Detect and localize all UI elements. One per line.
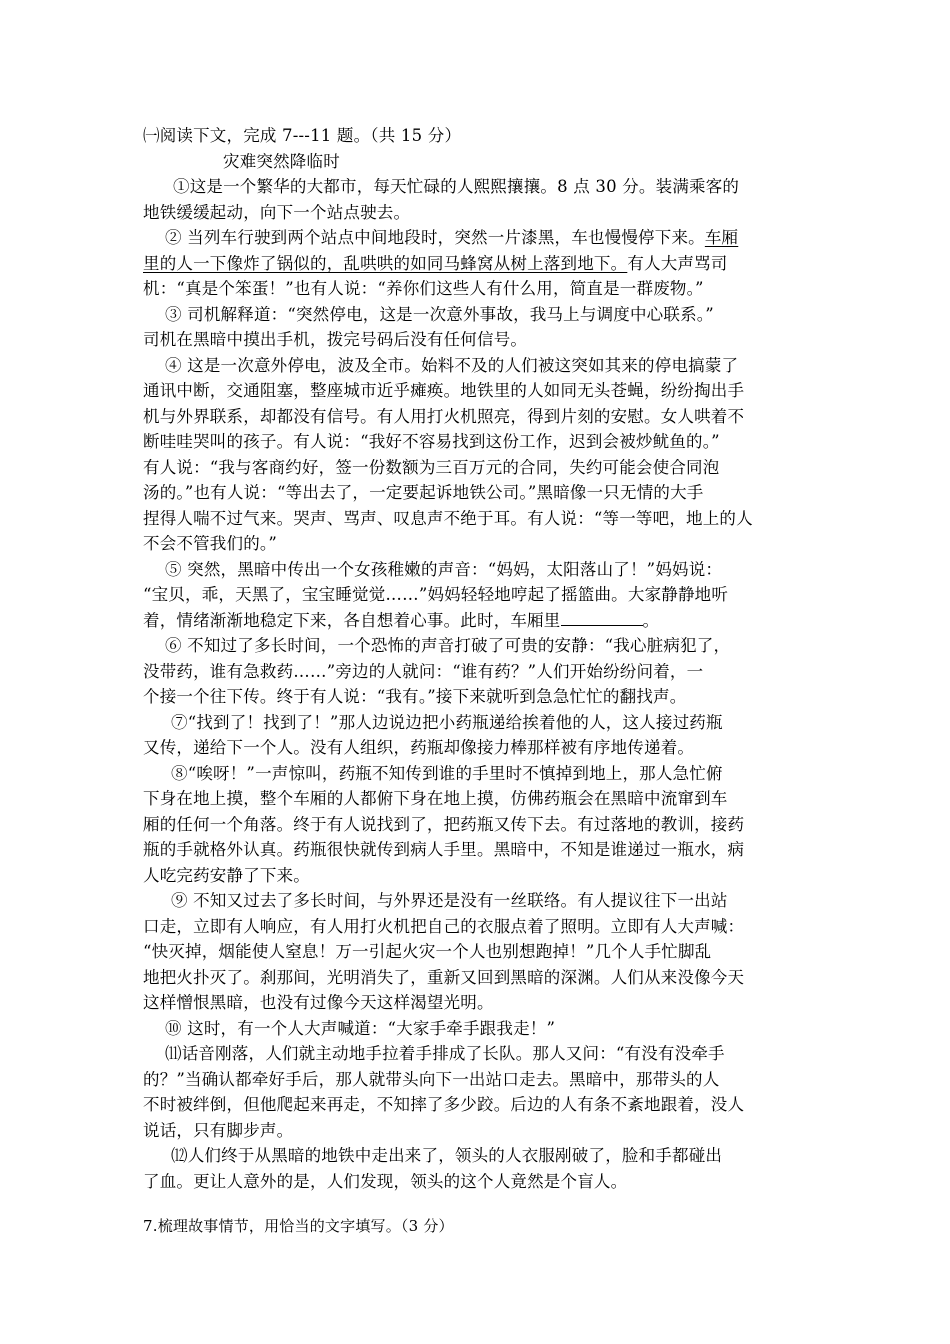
question-7: 7.梳理故事情节，用恰当的文字填写。（3 分） — [143, 1217, 454, 1235]
spacer — [143, 1194, 808, 1208]
paragraph-7-line-1: ⑦“找到了！找到了！”那人边说边把小药瓶递给挨着他的人，这人接过药瓶 — [171, 712, 723, 732]
paragraph-8-line-2: 下身在地上摸，整个车厢的人都俯下身在地上摸，仿佛药瓶会在黑暗中流窜到车 — [143, 789, 728, 808]
paragraph-8-line-3: 厢的任何一个角落。终于有人说找到了，把药瓶又传下去。有过落地的教训，接药 — [143, 814, 745, 834]
paragraph-9-line-3: “快灭掉，烟能使人窒息！万一引起火灾一个人也别想跑掉！”几个人手忙脚乱 — [143, 942, 712, 961]
paragraph-6-line-3: 个接一个往下传。终于有人说：“我有。”接下来就听到急急忙忙的翻找声。 — [143, 687, 687, 706]
paragraph-4-line-3: 机与外界联系，却都没有信号。有人用打火机照亮，得到片刻的安慰。女人哄着不 — [143, 406, 745, 426]
paragraph-12-line-2: 了血。更让人意外的是，人们发现，领头的这个人竟然是个盲人。 — [143, 1171, 628, 1191]
paragraph-5-line-3 — [143, 608, 808, 634]
paragraph-6-line-1: ⑥ 不知过了多长时间，一个恐怖的声音打破了可贵的安静：“我心脏病犯了， — [165, 636, 731, 655]
underlined-sentence-start: 车厢 — [704, 228, 739, 247]
paragraph-2-line-3: 机：“真是个笨蛋！”也有人说：“养你们这些人有什么用，简直是一群废物。” — [143, 279, 704, 298]
paragraph-9-line-5: 这样憎恨黑暗，也没有过像今天这样渴望光明。 — [143, 993, 494, 1012]
paragraph-4-line-8: 不会不管我们的。” — [143, 534, 277, 553]
paragraph-8-line-1: ⑧“唉呀！”一声惊叫，药瓶不知传到谁的手里时不慎掉到地上，那人急忙俯 — [171, 763, 723, 783]
paragraph-10: ⑩ 这时，有一个人大声喊道：“大家手牵手跟我走！” — [165, 1018, 556, 1038]
paragraph-8-line-4: 瓶的手就格外认真。药瓶很快就传到病人手里。黑暗中，不知是谁递过一瓶水，病 — [143, 840, 745, 859]
paragraph-1-line-1: ①这是一个繁华的大都市，每天忙碌的人熙熙攘攘。8 点 30 分。装满乘客的 — [173, 177, 740, 196]
paragraph-2-line-2 — [143, 251, 808, 277]
paragraph-3-line-1: ③ 司机解释道：“突然停电，这是一次意外事故，我马上与调度中心联系。” — [165, 304, 714, 324]
paragraph-4-line-2: 通讯中断，交通阻塞，整座城市近乎瘫痪。地铁里的人如同无头苍蝇，纷纷掏出手 — [143, 381, 745, 400]
section-heading: ㈠阅读下文，完成 7---11 题。（共 15 分） — [143, 126, 462, 145]
paragraph-7-line-2: 又传，递给下一个人。没有人组织，药瓶却像接力棒那样被有序地传递着。 — [143, 738, 695, 757]
article-title: 灾难突然降临时 — [223, 151, 340, 171]
paragraph-4-line-4: 断哇哇哭叫的孩子。有人说：“我好不容易找到这份工作，迟到会被炒鱿鱼的。” — [143, 432, 720, 451]
fill-in-blank — [561, 609, 643, 626]
paragraph-9-line-1: ⑨ 不知又过去了多长时间，与外界还是没有一丝联络。有人提议往下一出站 — [171, 891, 728, 910]
paragraph-11-line-3: 不时被绊倒，但他爬起来再走，不知摔了多少跤。后边的人有条不紊地跟着，没人 — [143, 1095, 745, 1114]
paragraph-4-line-1: ④ 这是一次意外停电，波及全市。始料不及的人们被这突如其来的停电搞蒙了 — [165, 355, 739, 375]
paragraph-5-line-2: “宝贝，乖，天黑了，宝宝睡觉觉……”妈妈轻轻地哼起了摇篮曲。大家静静地听 — [143, 585, 729, 604]
paragraph-8-line-5: 人吃完药安静了下来。 — [143, 865, 310, 885]
paragraph-4-line-6: 汤的。”也有人说：“等出去了，一定要起诉地铁公司。”黑暗像一只无情的大手 — [143, 483, 704, 502]
paragraph-3-line-2: 司机在黑暗中摸出手机，拨完号码后没有任何信号。 — [143, 330, 528, 349]
paragraph-11-line-4: 说话，只有脚步声。 — [143, 1120, 294, 1140]
paragraph-11-line-2: 的？”当确认都牵好手后，那人就带头向下一出站口走去。黑暗中，那带头的人 — [143, 1069, 720, 1089]
paragraph-1-line-2: 地铁缓缓起动，向下一个站点驶去。 — [143, 202, 411, 222]
paragraph-6-line-2: 没带药，谁有急救药……”旁边的人就问：“谁有药？”人们开始纷纷问着，一 — [143, 661, 704, 681]
paragraph-5-end: 。 — [642, 610, 660, 630]
paragraph-9-line-2: 口走，立即有人响应，有人用打火机把自己的衣服点着了照明。立即有人大声喊： — [143, 916, 745, 936]
paragraph-2-text: ② 当列车行驶到两个站点中间地段时，突然一片漆黑，车也慢慢停下来。 — [165, 228, 705, 247]
underlined-sentence: 里的人一下像炸了锅似的，乱哄哄的如同马蜂窝从树上落到地下。 — [143, 253, 628, 273]
paragraph-5-line-1: ⑤ 突然，黑暗中传出一个女孩稚嫩的声音：“妈妈，太阳落山了！”妈妈说： — [165, 559, 723, 579]
document-body — [143, 123, 808, 1238]
paragraph-5-text: 着，情绪渐渐地稳定下来，各自想着心事。此时，车厢里 — [143, 610, 561, 630]
paragraph-2-line-1 — [143, 225, 808, 251]
paragraph-12-line-1: ⑿人们终于从黑暗的地铁中走出来了，领头的人衣服剐破了，脸和手都碰出 — [171, 1146, 723, 1165]
paragraph-11-line-1: ⑾话音刚落，人们就主动地手拉着手排成了长队。那人又问：“有没有没牵手 — [165, 1044, 725, 1063]
paragraph-4-line-5: 有人说：“我与客商约好，签一份数额为三百万元的合同，失约可能会使合同泡 — [143, 457, 720, 477]
paragraph-9-line-4: 地把火扑灭了。刹那间，光明消失了，重新又回到黑暗的深渊。人们从来没像今天 — [143, 967, 745, 987]
paragraph-4-line-7: 捏得人喘不过气来。哭声、骂声、叹息声不绝于耳。有人说：“等一等吧，地上的人 — [143, 508, 753, 528]
paragraph-2-text-cont: 有人大声骂司 — [627, 253, 728, 273]
